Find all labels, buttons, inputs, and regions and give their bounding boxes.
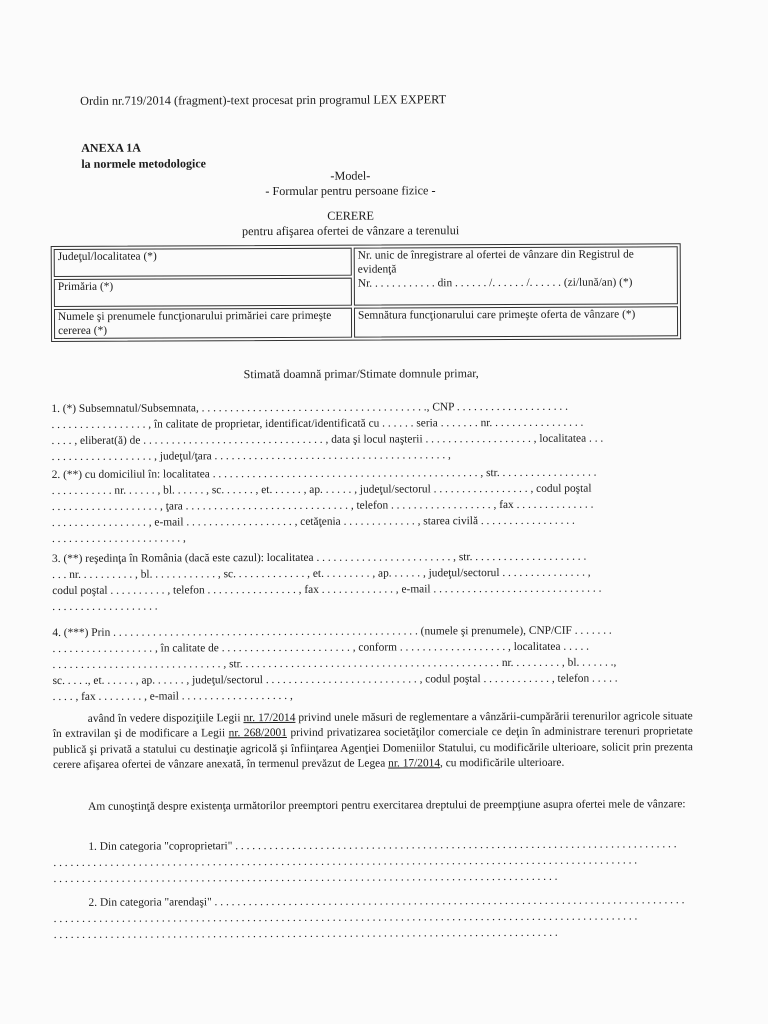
section-4-line: . . . . . . . . . . . . . . . . . . . . . . . . . . . . . . , str. . . . . . . . . . . . . . . . . . . . . . . . . . . . . . . . . . . . . . . . . . . . . . nr. . . . . . . . . , bl. . . . . . ., [52, 656, 617, 671]
category-coproprietari-line: . . . . . . . . . . . . . . . . . . . . . . . . . . . . . . . . . . . . . . . . . . . . . . . . . . . . . . . . . . . . . . . . . . . . . . . . . . . . . . . . . . . . . . . . . . . . . . . . . . . . . . . [53, 854, 638, 869]
section-3-line: . . . . . . . . . . . . . . . . . . . [52, 600, 158, 613]
county-cell: Judeţul/localitatea (*) [54, 248, 352, 277]
request-text: având în vedere dispoziţiile Legii [87, 712, 244, 725]
preemptors-paragraph: Am cunoştinţă despre existenţa următorilor preemptori pentru exercitarea dreptului de preempţiune asupra ofertei mele de vânzare: [88, 798, 686, 813]
form-type: - Formular pentru persoane fizice - [265, 183, 436, 199]
source-note: Ordin nr.719/2014 (fragment)-text procesat prin programul LEX EXPERT [80, 92, 447, 108]
section-4-line: 4. (***) Prin . . . . . . . . . . . . . . . . . . . . . . . . . . . . . . . . . . . . . . . . . . . . . . . . . . . . . . (numele şi prenumele), CNP/CIF . . . . . . . [52, 624, 612, 639]
section-4-line: . . . . , fax . . . . . . . . , e-mail . . . . . . . . . . . . . . . . . . . , [52, 689, 293, 703]
section-1-line: . . . . , eliberat(ă) de . . . . . . . . . . . . . . . . . . . . . . . . . . . . . . . . , data şi locul naşterii . . . . . . . . . . . . . . . . . . . , localitatea . . . [51, 432, 604, 447]
category-arendasi-line: . . . . . . . . . . . . . . . . . . . . . . . . . . . . . . . . . . . . . . . . . . . . . . . . . . . . . . . . . . . . . . . . . . . . . . . . . . . . . . . . . . . . . . . . . [53, 926, 558, 941]
registry-cell [354, 246, 678, 305]
category-coproprietari-line: . . . . . . . . . . . . . . . . . . . . . . . . . . . . . . . . . . . . . . . . . . . . . . . . . . . . . . . . . . . . . . . . . . . . . . . . . . . . . . . . . . . . . . . . . [53, 870, 558, 885]
section-3-line: codul poştal . . . . . . . . . . , telefon . . . . . . . . . . . . . . . . , fax . . . . . . . . . . . . . , e-mail . . . . . . . . . . . . . . . . . . . . . . . . . . . . . . [52, 582, 602, 597]
annex-subtitle: la normele metodologice [81, 156, 206, 171]
header-form-table [51, 243, 681, 342]
clerk-signature-cell: Semnătura funcţionarului care primeşte oferta de vânzare (*) [354, 306, 678, 337]
section-1-line: . . . . . . . . . . . . . . . . . , în calitate de proprietar, identificat/identificată cu . . . . . . seria . . . . . . . nr. . . . . . . . . . . . . . . . . [51, 416, 584, 431]
model-label: -Model- [330, 168, 371, 183]
request-text: , cu modificările ulterioare. [440, 756, 565, 770]
law-link[interactable]: nr. 17/2014 [243, 711, 296, 725]
document-sheet [50, 87, 693, 941]
section-3-line: 3. (**) reşedinţa în România (dacă este cazul): localitatea . . . . . . . . . . . . . . . . . . . . . . . . , str. . . . . . . . . . . . . . . . . . . . . [52, 550, 587, 565]
category-arendasi-line: 2. Din categoria "arendaşi" . . . . . . . . . . . . . . . . . . . . . . . . . . . . . . . . . . . . . . . . . . . . . . . . . . . . . . . . . . . . . . . . . . . . . . . . . . . . . . . . . . . [88, 894, 685, 909]
request-paragraph [53, 709, 693, 773]
law-link[interactable]: nr. 268/2001 [228, 727, 287, 740]
category-arendasi-line: . . . . . . . . . . . . . . . . . . . . . . . . . . . . . . . . . . . . . . . . . . . . . . . . . . . . . . . . . . . . . . . . . . . . . . . . . . . . . . . . . . . . . . . . . . . . . . . . . . . . . . . [53, 910, 638, 925]
document-title: CERERE [327, 208, 374, 223]
category-coproprietari-line: 1. Din categoria "coproprietari" . . . . . . . . . . . . . . . . . . . . . . . . . . . . . . . . . . . . . . . . . . . . . . . . . . . . . . . . . . . . . . . . . . . . . . . . . . . . . . [88, 838, 677, 853]
request-text: privind privatizarea societăţilor comerciale ce deţin în administrare terenuri proprietate publică şi privată a statului cu destinaţie agricolă şi înfiinţarea Agenţiei Domeniilor Statului, cu modificările ulterioare, solicit prin prezenta cerere afişarea ofertei de vânzare anexată, în termenul prevăzut de Legea [52, 725, 693, 772]
registry-label: Nr. unic de înregistrare al ofertei de vânzare din Registrul de evidenţă [357, 248, 634, 276]
title-block [51, 207, 651, 240]
section-2-line: . . . . . . . . . . . . . . . . . , e-mail . . . . . . . . . . . . . . . . . . . , cetăţenia . . . . . . . . . . . . . , starea civilă . . . . . . . . . . . . . . . . . [51, 514, 575, 529]
greeting: Stimată doamnă primar/Stimate domnule primar, [243, 366, 479, 382]
section-4-line: . . . . . . . . . . . . . . . . . . , în calitate de . . . . . . . . . . . . . . . . . . . . . . . , conform . . . . . . . . . . . . . . . . . . . , localitatea . . . . . [52, 640, 590, 655]
section-1-line: . . . . . . . . . . . . . . . . . . , judeţul/ţara . . . . . . . . . . . . . . . . . . . . . . . . . . . . . . . . . . . . . . . . . , [51, 449, 451, 463]
annex-title: ANEXA 1A [81, 140, 141, 155]
registry-number-field[interactable]: Nr. . . . . . . . . . . . din . . . . . . /. . . . . . /. . . . . . (zi/lună/an) (*) [357, 276, 633, 290]
city-hall-cell: Primăria (*) [54, 278, 352, 307]
section-2-line: . . . . . . . . . . . . . . . . . . . . . . . , [51, 532, 186, 545]
section-1-line: 1. (*) Subsemnatul/Subsemnata, . . . . . . . . . . . . . . . . . . . . . . . . . . . . . . . . . . . . . . . ., CNP . . . . . . . . . . . . . . . . . . . . [51, 400, 568, 415]
section-4-line: sc. . . . ., et. . . . . . , ap. . . . . . , judeţul/sectorul . . . . . . . . . . . . . . . . . . . . . . . . . . . , codul poştal . . . . . . . . . . . . , telefon . . . . . [52, 672, 618, 687]
clerk-name-cell: Numele şi prenumele funcţionarului primăriei care primeşte cererea (*) [54, 308, 352, 339]
section-3-line: . . . nr. . . . . . . . . . , bl. . . . . . . . . . . . , sc. . . . . . . . . . . . . , et. . . . . . . . . , ap. . . . . . , judeţul/sectorul . . . . . . . . . . . . . . . , [52, 566, 591, 581]
section-2-line: . . . . . . . . . . . nr. . . . . . , bl. . . . . . , sc. . . . . . , et. . . . . . , ap. . . . . . , judeţul/sectorul . . . . . . . . . . . . . . . . . , codul poştal [51, 482, 592, 497]
annex-heading [81, 139, 206, 172]
request-text: privind unele măsuri de reglementare a vânzării-cumpărării terenurilor agricole situate în extravilan şi de modificare a Legii [52, 710, 693, 741]
section-2-line: 2. (**) cu domiciliul în: localitatea . . . . . . . . . . . . . . . . . . . . . . . . . . . . . . . . . . . . . . . . . . . . . . . , str. . . . . . . . . . . . . . . . . . [51, 466, 597, 481]
document-subtitle: pentru afişarea ofertei de vânzare a terenului [241, 223, 460, 239]
model-block [50, 167, 650, 200]
section-2-line: . . . . . . . . . . . . . . . . . . . , ţara . . . . . . . . . . . . . . . . . . . . . . . . . . . . . , telefon . . . . . . . . . . . . . . . . . . , fax . . . . . . . . . . . . . . [51, 498, 594, 513]
law-link[interactable]: nr. 17/2014 [388, 757, 441, 770]
